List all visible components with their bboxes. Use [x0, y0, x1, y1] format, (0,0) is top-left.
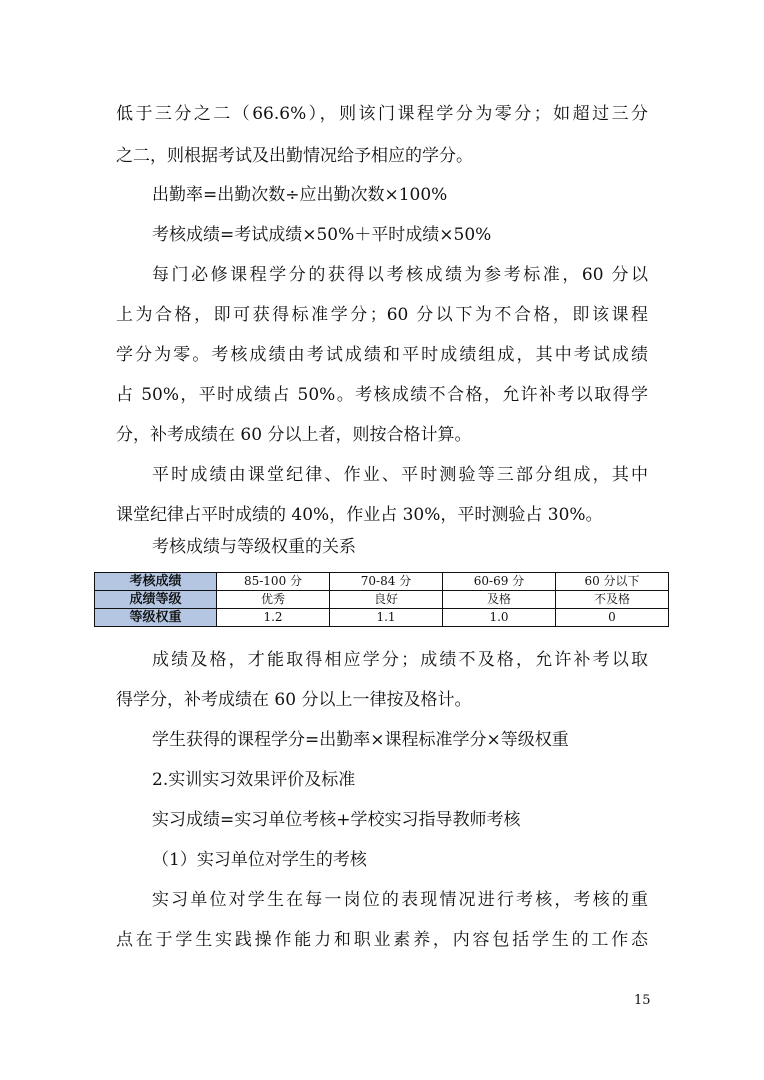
table-cell: 0: [556, 609, 669, 627]
paragraph-line: 点在于学生实践操作能力和职业素养，内容包括学生的工作态: [116, 930, 648, 950]
formula-course-credit: 学生获得的课程学分=出勤率×课程标准学分×等级权重: [152, 730, 569, 750]
table-cell: 85-100 分: [217, 573, 330, 591]
paragraph-line: 上为合格，即可获得标准学分；60 分以下为不合格，即该课程: [116, 305, 648, 325]
table-cell: 及格: [443, 591, 556, 609]
paragraph-line: 每门必修课程学分的获得以考核成绩为参考标准，60 分以: [152, 265, 648, 285]
paragraph-line: 实习单位对学生在每一岗位的表现情况进行考核，考核的重: [152, 890, 648, 910]
row-header: 成绩等级: [95, 591, 217, 609]
grade-weight-table: [94, 572, 669, 627]
paragraph-line: 平时成绩由课堂纪律、作业、平时测验等三部分组成，其中: [152, 465, 648, 485]
formula-assessment-score: 考核成绩=考试成绩×50%＋平时成绩×50%: [152, 225, 492, 245]
formula-internship-score: 实习成绩=实习单位考核+学校实习指导教师考核: [152, 810, 521, 830]
table-row: [95, 591, 669, 609]
paragraph-line: 占 50%，平时成绩占 50%。考核成绩不合格，允许补考以取得学: [116, 385, 648, 405]
row-header: 等级权重: [95, 609, 217, 627]
paragraph-line: 分，补考成绩在 60 分以上者，则按合格计算。: [116, 425, 472, 445]
paragraph-line: 之二，则根据考试及出勤情况给予相应的学分。: [116, 146, 473, 166]
table-row: [95, 573, 669, 591]
paragraph-line: 课堂纪律占平时成绩的 40%，作业占 30%，平时测验占 30%。: [116, 505, 603, 525]
table-cell: 60-69 分: [443, 573, 556, 591]
section-heading: 2.实训实习效果评价及标准: [152, 770, 356, 790]
table-cell: 优秀: [217, 591, 330, 609]
subsection-heading: （1）实习单位对学生的考核: [152, 850, 367, 870]
paragraph-line: 学分为零。考核成绩由考试成绩和平时成绩组成，其中考试成绩: [116, 345, 648, 365]
table-cell: 不及格: [556, 591, 669, 609]
paragraph-line: 低于三分之二（66.6%），则该门课程学分为零分；如超过三分: [116, 104, 648, 124]
table-cell: 1.2: [217, 609, 330, 627]
formula-attendance-rate: 出勤率=出勤次数÷应出勤次数×100%: [152, 185, 448, 205]
table-cell: 1.1: [330, 609, 443, 627]
table-cell: 良好: [330, 591, 443, 609]
table-cell: 60 分以下: [556, 573, 669, 591]
page-number: 15: [634, 993, 651, 1008]
table-cell: 70-84 分: [330, 573, 443, 591]
paragraph-line: 得学分，补考成绩在 60 分以上一律按及格计。: [116, 690, 472, 710]
paragraph-line: 成绩及格，才能取得相应学分；成绩不及格，允许补考以取: [152, 650, 648, 670]
table-cell: 1.0: [443, 609, 556, 627]
row-header: 考核成绩: [95, 573, 217, 591]
table-caption: 考核成绩与等级权重的关系: [152, 537, 356, 557]
table-row: [95, 609, 669, 627]
